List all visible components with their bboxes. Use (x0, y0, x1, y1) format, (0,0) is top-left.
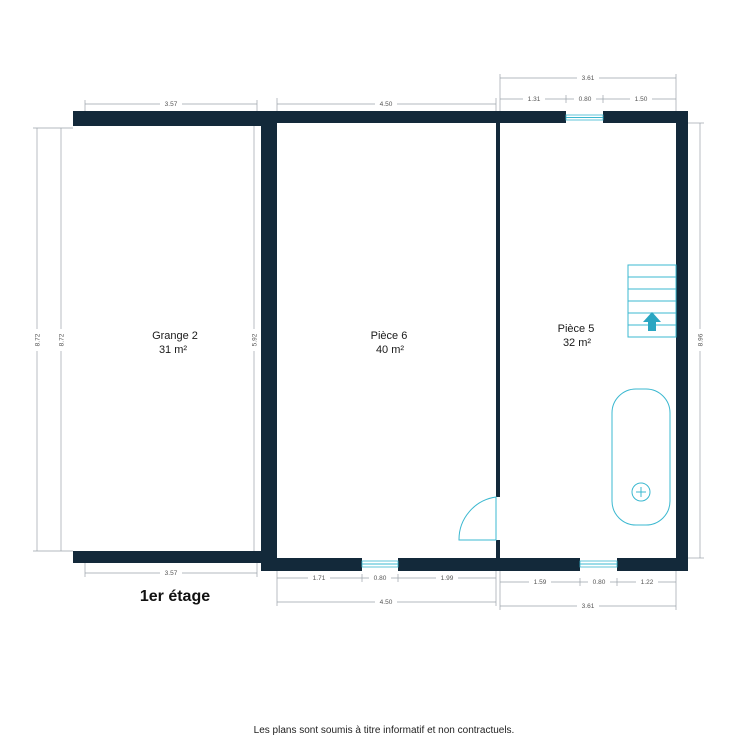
piece5-right-wall (676, 111, 688, 571)
piece6-bottom-wall-left (261, 558, 362, 571)
piece5-bottom-wall-right (617, 558, 688, 571)
dim-piece6-bottom-a: 1.71 (312, 575, 326, 582)
room-name-piece6: Pièce 6 (370, 330, 408, 342)
room-labels (152, 323, 594, 356)
drain-icon (632, 483, 650, 501)
dim-piece5-bottom-total: 3.61 (581, 603, 595, 610)
dim-piece5-top-a: 1.31 (527, 96, 541, 103)
piece6-bottom-wall-right (398, 558, 500, 571)
grange-bottom-wall (73, 551, 262, 563)
room-area-piece5: 32 m² (562, 337, 592, 349)
grange-right-wall (261, 111, 277, 563)
top-wall-piece5-right (603, 111, 688, 123)
dim-piece6-top: 4.50 (379, 101, 393, 108)
dim-piece5-top-c: 1.50 (634, 96, 648, 103)
partition-wall-upper (496, 111, 500, 497)
dim-piece5-right: 8.96 (697, 333, 705, 347)
partition-wall-lower (496, 540, 500, 571)
dim-grange-bottom: 3.57 (164, 570, 178, 577)
floor-label: 1er étage (139, 588, 211, 605)
piece5-bottom-wall-left (500, 558, 580, 571)
dim-grange-right: 5.92 (251, 333, 259, 347)
dimension-labels (32, 73, 705, 610)
dim-grange-left-inner: 8.72 (58, 333, 66, 347)
top-wall-piece6 (261, 111, 500, 123)
door-swing-icon (459, 497, 496, 540)
dim-piece6-bottom-total: 4.50 (379, 599, 393, 606)
dimension-lines (33, 74, 704, 610)
dim-piece6-bottom-b: 0.80 (373, 575, 387, 582)
room-area-grange2: 31 m² (158, 344, 188, 356)
dim-piece6-bottom-c: 1.99 (440, 575, 454, 582)
grange-top-wall (73, 111, 262, 126)
dim-grange-top: 3.57 (164, 101, 178, 108)
dim-piece5-bottom-b: 0.80 (592, 579, 606, 586)
bathtub-icon (612, 389, 670, 525)
staircase (628, 265, 676, 337)
dim-piece5-top-total: 3.61 (581, 75, 595, 82)
room-name-grange2: Grange 2 (152, 330, 198, 342)
disclaimer: Les plans sont soumis à titre informatif et non contractuels. (253, 725, 515, 736)
dim-piece5-top-b: 0.80 (578, 96, 592, 103)
dim-piece5-bottom-c: 1.22 (640, 579, 654, 586)
stair-up-arrow-icon (643, 312, 661, 331)
top-wall-piece5-left (500, 111, 566, 123)
room-area-piece6: 40 m² (375, 344, 405, 356)
dim-grange-left-outer: 8.72 (34, 333, 42, 347)
dim-piece5-bottom-a: 1.59 (533, 579, 547, 586)
room-name-piece5: Pièce 5 (557, 323, 595, 335)
